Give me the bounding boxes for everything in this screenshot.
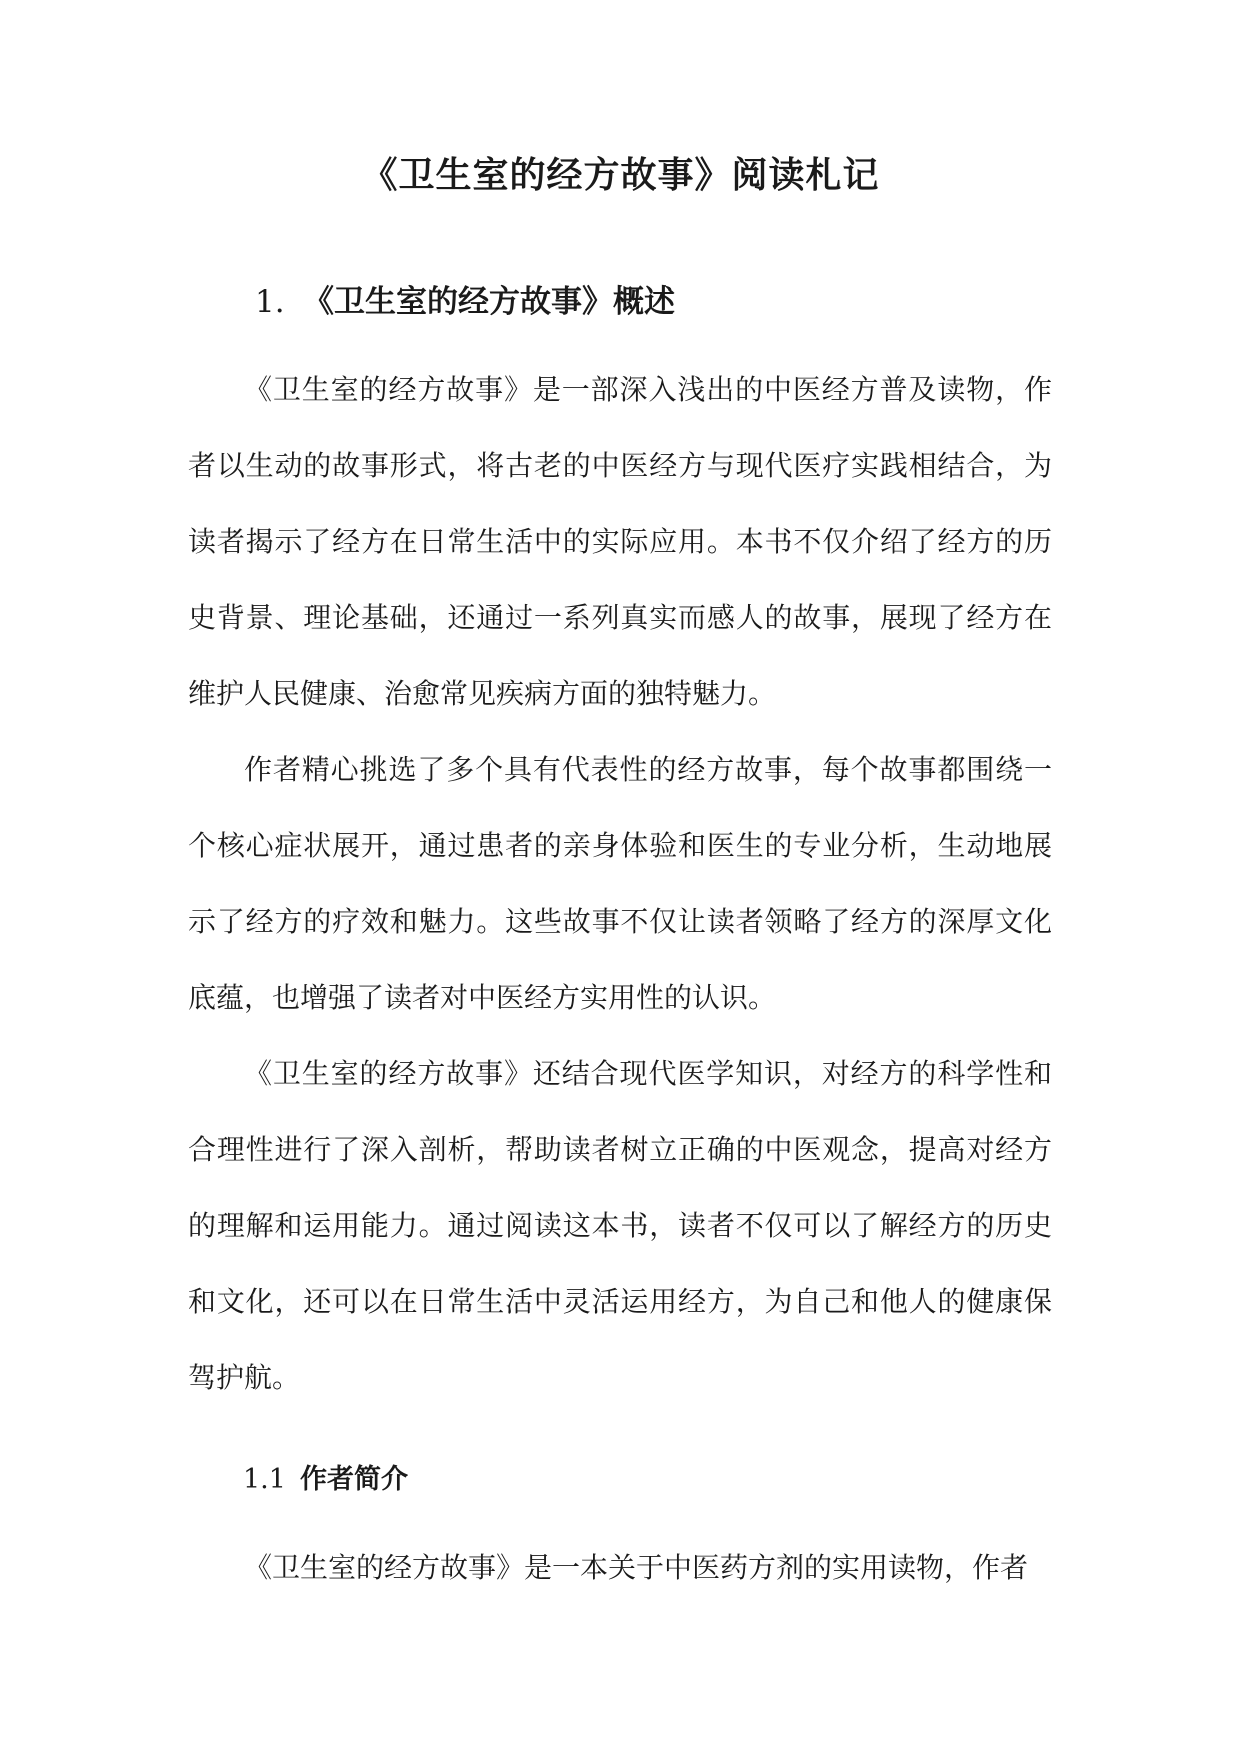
subsection-number: 1.1: [243, 1464, 286, 1495]
paragraph: 《卫生室的经方故事》还结合现代医学知识，对经方的科学性和合理性进行了深入剖析，帮助读者树立正确的中医观念，提高对经方的理解和运用能力。通过阅读这本书，读者不仅可以了解经方的历史和文化，还可以在日常生活中灵活运用经方，为自己和他人的健康保驾护航。: [188, 1057, 1052, 1394]
section-number: 1.: [255, 284, 285, 320]
subsection-heading-1-1: [243, 1458, 408, 1502]
paragraph: 《卫生室的经方故事》是一本关于中医药方剂的实用读物，作者: [244, 1551, 1029, 1584]
section-heading-1: [255, 278, 675, 326]
document-title: 《卫生室的经方故事》阅读札记: [361, 155, 880, 196]
paragraph: 作者精心挑选了多个具有代表性的经方故事，每个故事都围绕一个核心症状展开，通过患者的亲身体验和医生的专业分析，生动地展示了经方的疗效和魅力。这些故事不仅让读者领略了经方的深厚文化底蕴，也增强了读者对中医经方实用性的认识。: [188, 753, 1052, 1014]
section-heading-text: 《卫生室的经方故事》概述: [303, 284, 675, 320]
subsection-heading-text: 作者简介: [299, 1464, 408, 1495]
paragraph: 《卫生室的经方故事》是一部深入浅出的中医经方普及读物，作者以生动的故事形式，将古老的中医经方与现代医疗实践相结合，为读者揭示了经方在日常生活中的实际应用。本书不仅介绍了经方的历史背景、理论基础，还通过一系列真实而感人的故事，展现了经方在维护人民健康、治愈常见疾病方面的独特魅力。: [188, 373, 1052, 710]
